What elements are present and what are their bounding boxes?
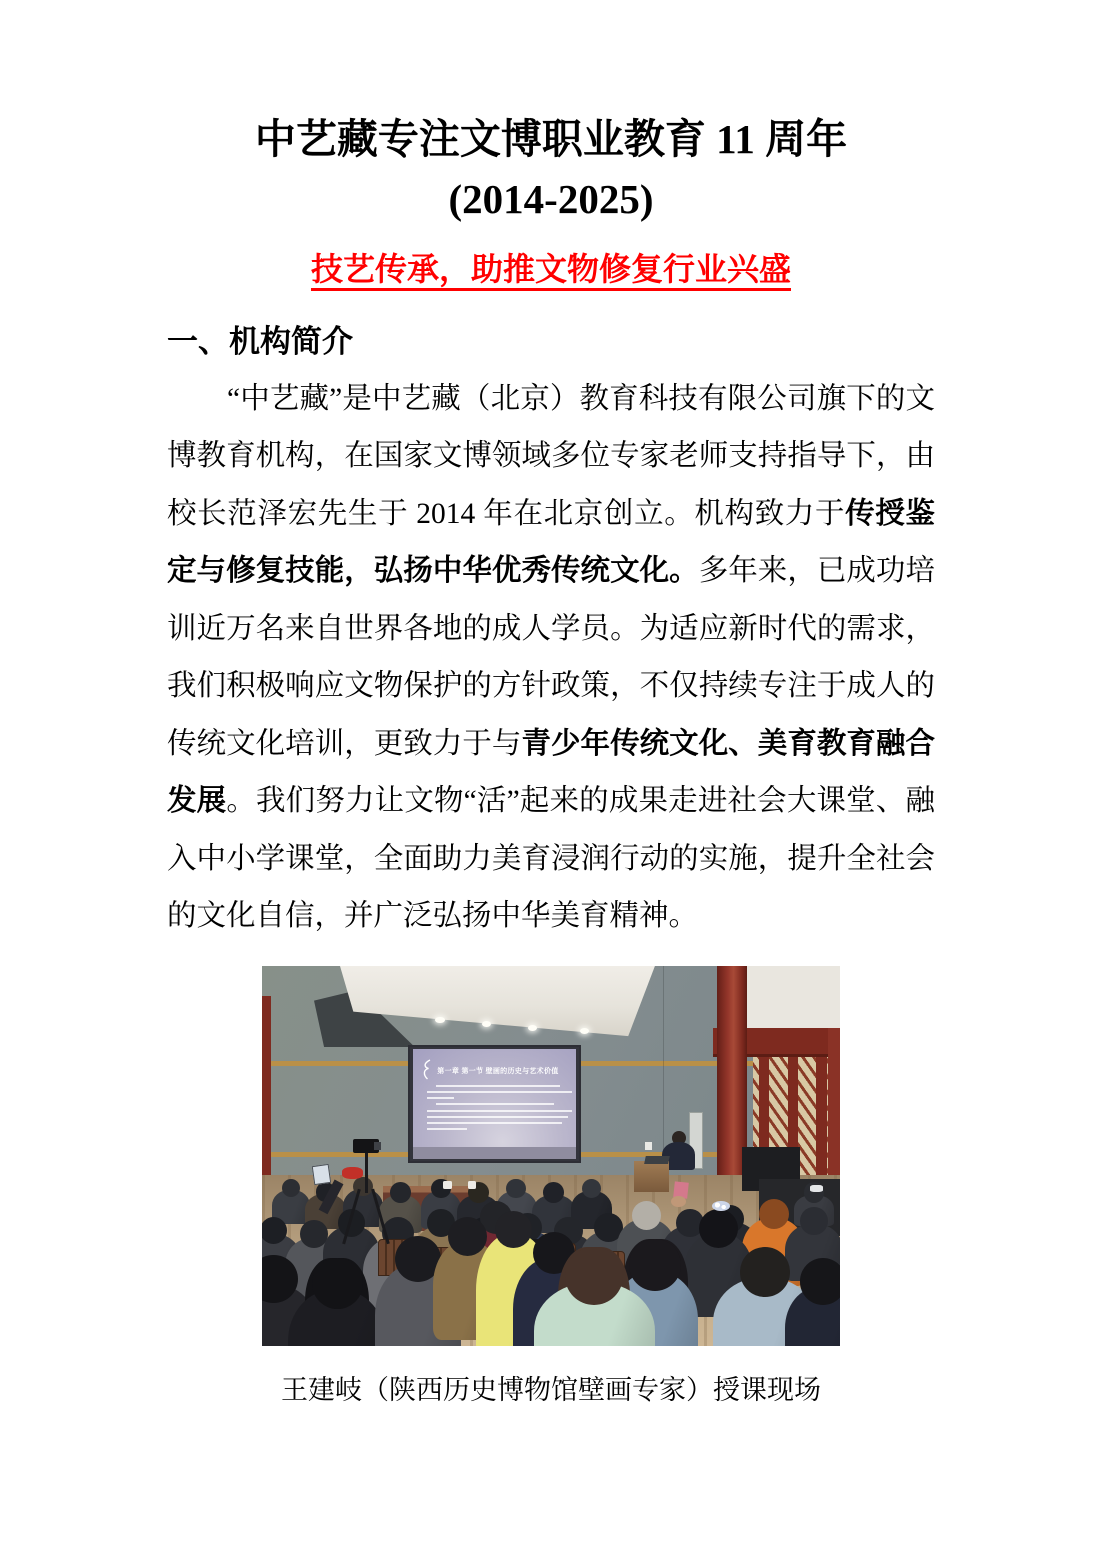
audience-head [506, 1179, 526, 1199]
cup [468, 1181, 477, 1189]
section-heading: 一、机构简介 [167, 323, 353, 359]
intro-paragraph [167, 371, 935, 946]
document-title [0, 110, 1102, 230]
ceiling-light [580, 1028, 589, 1034]
ceiling-right-panel [744, 966, 840, 1031]
red-cap [342, 1167, 363, 1178]
audience-head [282, 1179, 300, 1197]
camera-lens [374, 1142, 381, 1150]
paragraph-text-1: “中艺藏”是中艺藏（北京）教育科技有限公司旗下的文博教育机构，在国家文博领域多位专家老师支持指导下，由校长范泽宏先生于 2014 年在北京创立。机构致力于 [167, 382, 935, 530]
audience-head [312, 1258, 363, 1309]
wall-corner-line [663, 966, 664, 1156]
audience-head [448, 1217, 487, 1256]
audience-head [759, 1199, 789, 1229]
cup [443, 1181, 452, 1189]
lecture-photo [262, 966, 840, 1346]
slide-text-line [427, 1122, 561, 1124]
slide-text-line [427, 1091, 571, 1093]
audience-head [629, 1239, 681, 1291]
slide-title: 第一章 第一节 壁画的历史与艺术价值 [437, 1068, 559, 1076]
audience-head [800, 1258, 840, 1304]
audience-head [495, 1211, 532, 1248]
face-mask [810, 1185, 823, 1191]
paragraph-bold-1: 传授鉴定与修复技能，弘扬中华优秀传统文化。 [167, 497, 935, 588]
slide-text-line [427, 1097, 453, 1099]
screen-bottom-band [413, 1147, 577, 1158]
projection-screen [408, 1045, 581, 1163]
audience-head [740, 1247, 790, 1297]
ceiling-light [482, 1021, 491, 1027]
title-line-1: 中艺藏专注文博职业教育 11 周年 [254, 116, 848, 162]
slide-text-line [436, 1103, 554, 1105]
slide [413, 1049, 577, 1147]
tripod-column [365, 1153, 368, 1193]
raised-phone [312, 1164, 332, 1186]
document-subtitle [0, 244, 1102, 290]
title-line-2: (2014-2025) [448, 175, 654, 222]
slide-text-line [427, 1116, 568, 1118]
paragraph-text-3: 。我们努力让文物“活”起来的成果走进社会大课堂、融入中小学课堂，全面助力美育浸润行动的实施，提升全社会的文化自信，并广泛弘扬中华美育精神。 [167, 785, 935, 933]
paragraph-bold-2: 青少年传统文化、美育教育融合发展 [167, 727, 935, 818]
slide-logo-squiggle [421, 1059, 433, 1081]
audience-head [800, 1207, 828, 1235]
wall-switch [645, 1142, 651, 1150]
lecture-photo-figure [0, 966, 1102, 1407]
ceiling-light [528, 1025, 537, 1031]
slide-text-line [427, 1110, 571, 1112]
paragraph-text-2: 多年来，已成功培训近万名来自世界各地的成人学员。为适应新时代的需求，我们积极响应文物保护的方针政策，不仅持续专注于成人的传统文化培训，更致力于与 [167, 555, 935, 760]
audience-head [565, 1247, 623, 1305]
audience-head [632, 1201, 661, 1230]
hair-scrunchie [712, 1201, 730, 1212]
photo-caption: 王建岐（陕西历史博物馆壁画专家）授课现场 [281, 1374, 821, 1405]
lectern [634, 1161, 670, 1192]
laptop [644, 1156, 670, 1164]
slide-text-line [436, 1085, 560, 1087]
ceiling-light [435, 1017, 444, 1023]
subtitle-text: 技艺传承，助推文物修复行业兴盛 [310, 250, 791, 287]
slide-text-line [427, 1128, 466, 1130]
